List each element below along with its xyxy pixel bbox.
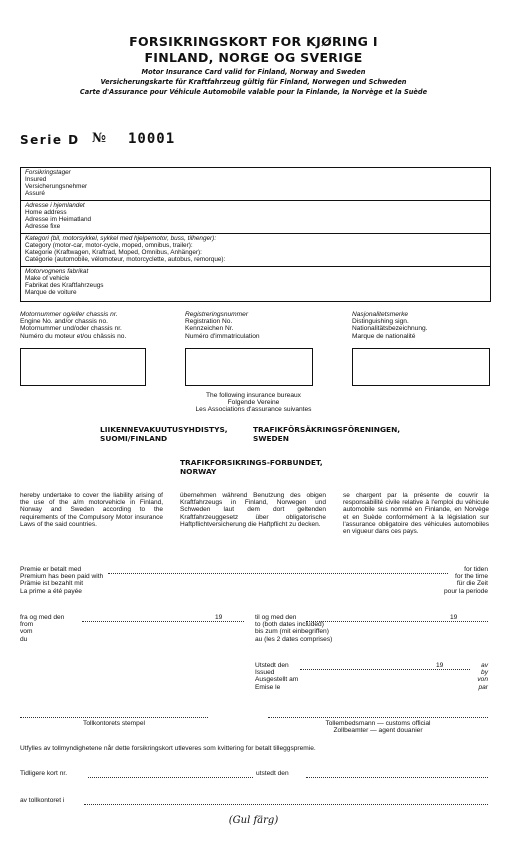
row-label-norwegian: Adresse i hjemlandet bbox=[25, 202, 85, 209]
customs-office-label: av tollkontoret i bbox=[20, 797, 65, 804]
undertaking-english: hereby undertake to cover the liability arising of the use of the a/m motorvehicle in Finland, Norway and Sweden according to the requirements of the Compulsory Motor insurance Laws of the said countries. bbox=[20, 492, 163, 528]
table-row-insured[interactable] bbox=[21, 168, 490, 201]
row-label-german: Versicherungsnehmer bbox=[25, 183, 88, 191]
issued-by-label: av by von par bbox=[477, 662, 488, 691]
undertaking-french: se chargent par la présente de couvrir la responsabilité civile relative à l'emploi du véhicule automobile sus nommé en Finlande, en Norvège et en Suède conformément à la législation sur l'assurance obligatoire des véhicules automobiles en vigueur dans ces pays. bbox=[343, 492, 489, 536]
number-sign: № bbox=[92, 131, 107, 146]
row-label-norwegian: Forsikringstager bbox=[25, 169, 71, 176]
row-label-german: Adresse im Heimatland bbox=[25, 216, 92, 224]
row-label-norwegian: Kategori (bil, motorsykkel, sykkel med hjelpemotor, buss, tilhenger): bbox=[25, 235, 217, 242]
serie-label: Serie D bbox=[20, 133, 80, 147]
issued-label: Utstedt den Issued Ausgestellt am Emise le bbox=[255, 662, 299, 691]
previous-card-number-line[interactable] bbox=[88, 777, 253, 778]
period-to-label: til og med den to (both dates included) bis zum (mit einbegriffen) au (les 2 dates comprises) bbox=[255, 614, 333, 643]
row-label-english: Home address bbox=[25, 209, 67, 217]
card-title-line2: FINLAND, NORGE OG SVERIGE bbox=[144, 50, 363, 65]
period-to-date-line[interactable] bbox=[306, 621, 488, 622]
nationality-sign-field[interactable] bbox=[352, 348, 490, 386]
customs-stamp-line[interactable] bbox=[20, 717, 208, 718]
table-row-category[interactable] bbox=[21, 234, 490, 267]
subtitle-german: Versicherungskarte für Kraftfahrzeug gültig für Finland, Norwegen und Schweden bbox=[100, 78, 407, 86]
insured-details-table bbox=[20, 167, 491, 302]
row-label-german: Kategorie (Kraftwagen, Kraftrad, Moped, Omnibus, Anhänger): bbox=[25, 249, 202, 257]
colour-note: (Gul färg) bbox=[228, 815, 279, 826]
row-label-french: Marque de voiture bbox=[25, 289, 77, 297]
issued-year: 19 bbox=[436, 662, 444, 669]
customs-stamp-label: Tollkontorets stempel bbox=[83, 720, 145, 727]
subtitle-french: Carte d'Assurance pour Véhicule Automobile valable pour la Finlande, la Norvège et la Suède bbox=[79, 88, 428, 96]
row-label-german: Fabrikat des Kraftfahrzeugs bbox=[25, 282, 104, 290]
registration-number-label: Registreringsnummer Registration No. Kennzeichen Nr. Numéro d'immatriculation bbox=[185, 311, 260, 340]
premium-label: Premie er betalt med Premium has been paid with Prämie ist bezahlt mit La prime a été payée bbox=[20, 566, 104, 595]
card-title-line1: FORSIKRINGSKORT FOR KJØRING I bbox=[129, 34, 378, 49]
nationality-sign-label: Nasjonalitetsmerke Distinguishing sign. Nationalitätsbezeichnung. Marque de nationalité bbox=[352, 311, 428, 340]
table-row-address[interactable] bbox=[21, 201, 490, 234]
customs-notice: Utfylles av tollmyndighetene når dette forsikringskort utleveres som kvittering for betalt tilleggspremie. bbox=[20, 745, 316, 752]
row-label-english: Insured bbox=[25, 176, 47, 184]
bureaux-intro: The following insurance bureaux Folgende Vereine Les Associations d'assurance suivantes bbox=[195, 392, 312, 414]
row-label-french: Catégorie (automobile, vélomoteur, motorcyclette, autobus, remorque): bbox=[25, 256, 226, 264]
premium-period-label: for tiden for the time für die Zeit pour la periode bbox=[444, 566, 488, 595]
org-norway: TRAFIKFORSIKRINGS-FORBUNDET, NORWAY bbox=[180, 458, 323, 476]
previous-card-issued-label: utstedt den bbox=[256, 770, 289, 777]
org-finland: LIIKENNEVAKUUTUSYHDISTYS, SUOMI/FINLAND bbox=[100, 425, 228, 443]
row-label-english: Make of vehicle bbox=[25, 275, 70, 283]
registration-number-field[interactable] bbox=[185, 348, 313, 386]
period-from-label: fra og med den from vom du bbox=[20, 614, 65, 643]
undertaking-german: übernehmen während Benutzung des obigen Kraftfahrzeugs in Finland, Norwegen und Schweden laut dem dort geltenden Kraftfahrzeuggesetz über obligatorische Haftpflichtversicherung die Haftpflicht zu decken. bbox=[180, 492, 326, 528]
customs-official-label: Tollembedsmann — customs official Zollbeamter — agent douanier bbox=[325, 720, 431, 735]
customs-office-line[interactable] bbox=[84, 804, 488, 805]
engine-number-label: Motornummer og/eller chassis nr. Engine No. and/or chassis no. Motornummer und/oder chassis nr. Numéro du moteur et/ou châssis no. bbox=[20, 311, 127, 340]
customs-official-signature-line[interactable] bbox=[268, 717, 488, 718]
previous-card-label: Tidligere kort nr. bbox=[20, 770, 68, 777]
premium-amount-line[interactable] bbox=[108, 573, 448, 574]
issued-date-line[interactable] bbox=[300, 669, 470, 670]
subtitle-english: Motor Insurance Card valid for Finland, Norway and Sweden bbox=[141, 68, 366, 76]
row-label-french: Assuré bbox=[25, 190, 45, 198]
row-label-english: Category (motor-car, motor-cycle, moped, omnibus, trailer): bbox=[25, 242, 193, 250]
period-to-year: 19 bbox=[450, 614, 458, 621]
org-sweden: TRAFIKFÖRSÄKRINGSFÖRENINGEN, SWEDEN bbox=[253, 425, 401, 443]
card-number: 10001 bbox=[128, 131, 176, 147]
row-label-french: Adresse fixe bbox=[25, 223, 61, 231]
engine-number-field[interactable] bbox=[20, 348, 146, 386]
previous-card-date-line[interactable] bbox=[306, 777, 488, 778]
row-label-norwegian: Motorvognens fabrikat bbox=[25, 268, 89, 275]
period-from-year: 19 bbox=[215, 614, 223, 621]
table-row-make[interactable] bbox=[21, 267, 490, 300]
